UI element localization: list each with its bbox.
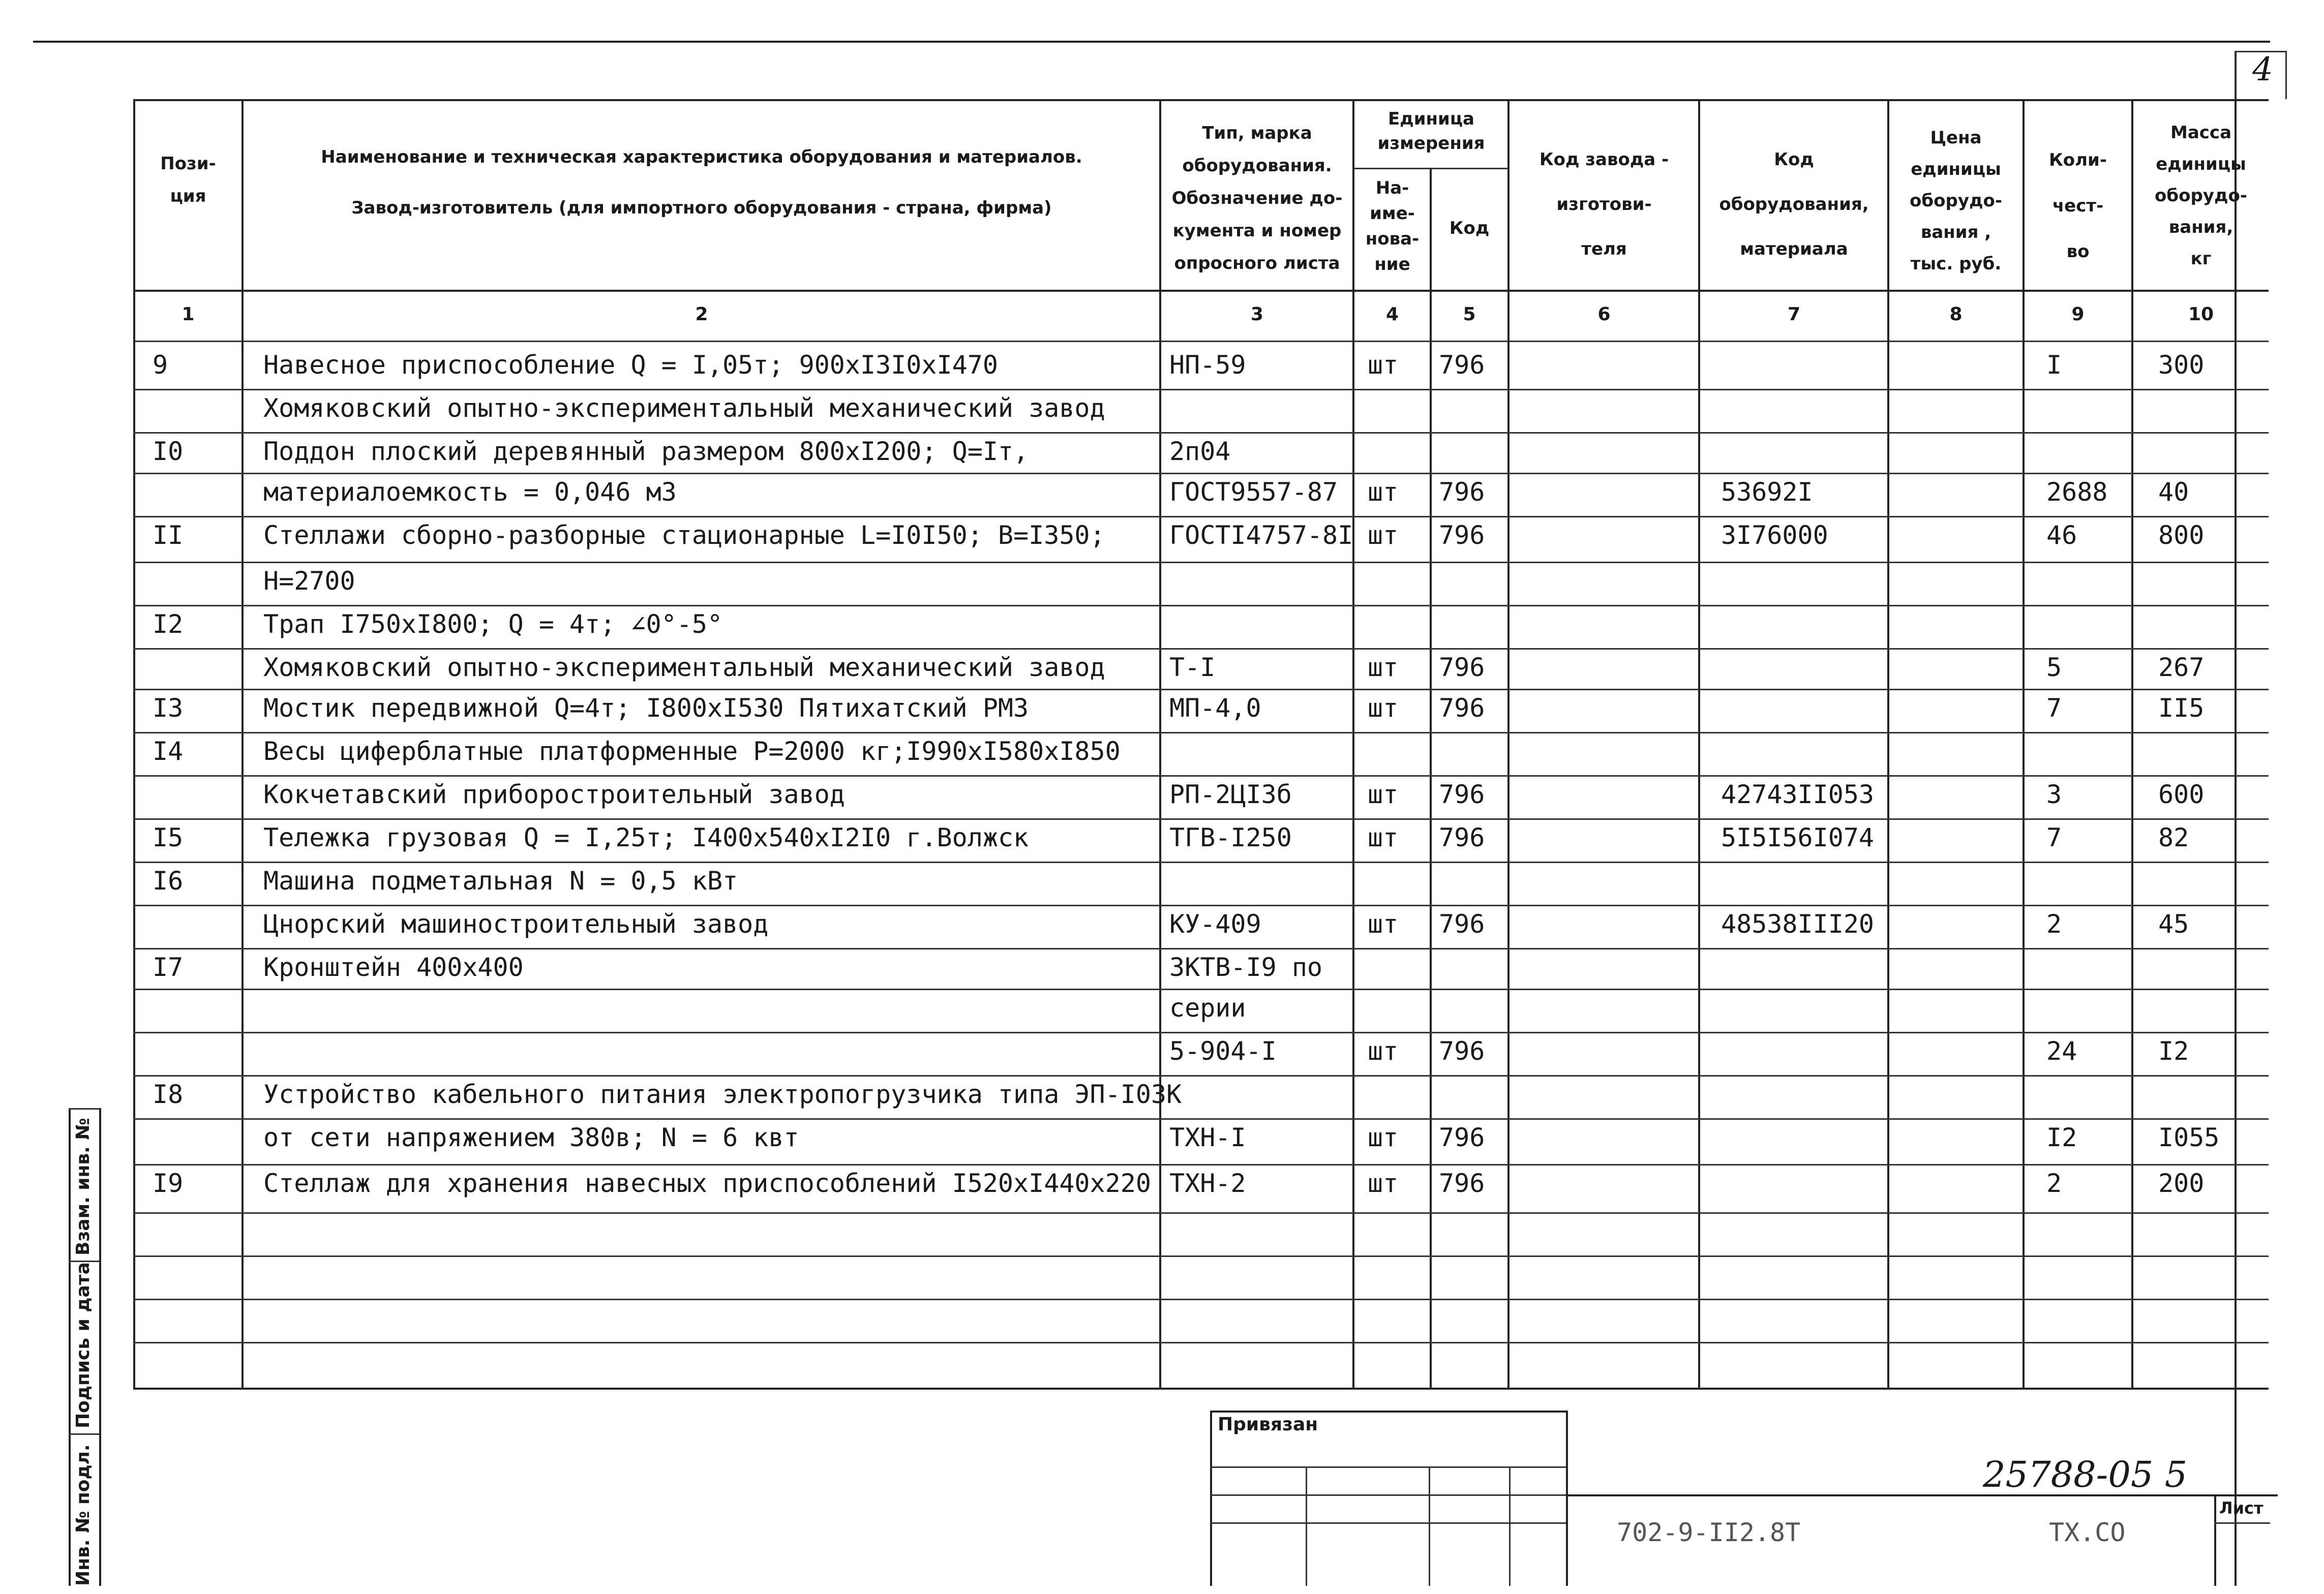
cell-code: 796 [1439,1036,1485,1066]
row-divider [133,1212,2269,1214]
cell-pos: I7 [153,953,184,982]
cell-pos: I9 [153,1169,184,1198]
project-code: 702-9-II2.8Т [1617,1518,1801,1547]
cell-pos: I8 [153,1080,184,1109]
cell-qty: 2688 [2046,477,2108,507]
cell-mass: 800 [2158,520,2205,550]
cell-name: Навесное приспособление Q = I,05т; 900хI3I0хI470 [263,350,998,380]
cell-pos: 9 [153,350,168,380]
cell-equip-code: 5I5I56I074 [1721,823,1875,852]
cell-pos: I6 [153,866,184,896]
header-type: Тип, марка оборудования. Обозначение до- кумента и номер опросного листа [1171,123,1343,273]
cell-type: ГОСТ9557-87 [1169,477,1338,507]
cell-code: 796 [1439,653,1485,682]
cell-equip-code: 53692I [1721,477,1813,507]
cell-name: Устройство кабельного питания электропогрузчика типа ЭП-I03К [263,1080,1182,1109]
cell-type: 5-904-I [1169,1036,1277,1066]
colnum: 9 [2071,304,2085,325]
header-unit-group: Единица измерения [1377,109,1485,154]
row-divider [133,562,2269,563]
cell-unit: шт [1368,477,1399,507]
colnum: 7 [1787,304,1801,325]
header-factory-code: Код завода - изготови- теля [1539,149,1669,259]
cell-qty: I [2046,350,2062,380]
row-divider [133,1032,2269,1033]
row-divider [133,905,2269,906]
cell-name: Н=2700 [263,566,355,596]
cell-unit: шт [1368,350,1399,380]
doc-number: 25788-05 5 [1983,1454,2188,1495]
cell-type: КУ-409 [1169,909,1261,939]
colnum: 8 [1949,304,1963,325]
cell-qty: 46 [2046,520,2077,550]
cell-code: 796 [1439,350,1485,380]
cell-name: Мостик передвижной Q=4т; I800хI530 Пятихатский РМЗ [263,693,1029,723]
section-code: ТХ.СО [2049,1518,2126,1547]
cell-unit: шт [1368,520,1399,550]
cell-name: Стеллаж для хранения навесных приспособлений I520хI440х220 [263,1169,1151,1198]
cell-name: Машина подметальная N = 0,5 кВт [263,866,738,896]
row-divider [133,389,2269,390]
cell-unit: шт [1368,1169,1399,1198]
cell-code: 796 [1439,520,1485,550]
cell-name: Стеллажи сборно-разборные стационарные L=I0I50; В=I350; [263,520,1105,550]
cell-qty: 7 [2046,823,2062,852]
header-unit-code: Код [1449,218,1490,238]
row-divider [133,989,2269,990]
page-number: 4 [2252,51,2273,88]
cell-type: РП-2ЦI3б [1169,780,1292,809]
cell-mass: 300 [2158,350,2205,380]
colnum: 10 [2188,304,2214,325]
colnum: 5 [1463,304,1476,325]
cell-mass: II5 [2158,693,2205,723]
cell-qty: 7 [2046,693,2062,723]
cell-type: ТГВ-I250 [1169,823,1292,852]
header-equipment-code: Код оборудования, материала [1719,149,1869,259]
row-divider [133,862,2269,863]
header-price: Цена единицы оборудо- вания , тыс. руб. [1910,128,2002,274]
row-divider [133,1342,2269,1343]
bound-label: Привязан [1218,1414,1318,1435]
cell-code: 796 [1439,909,1485,939]
row-divider [133,732,2269,733]
cell-unit: шт [1368,653,1399,682]
cell-equip-code: 48538III20 [1721,909,1875,939]
cell-mass: 200 [2158,1169,2205,1198]
colnum: 1 [182,304,195,325]
cell-type: серии [1169,993,1246,1023]
header-name-line2: Завод-изготовитель (для импортного оборудования - страна, фирма) [351,198,1052,218]
side-label-sign: Подпись и дата [73,1262,94,1428]
row-divider [133,1255,2269,1257]
cell-name: Хомяковский опытно-экспериментальный механический завод [263,393,1105,423]
header-position: Пози- ция [160,154,216,206]
row-divider [133,516,2269,517]
cell-type: 2п04 [1169,437,1231,466]
cell-name: Кронштейн 400х400 [263,953,524,982]
cell-code: 796 [1439,1123,1485,1152]
cell-unit: шт [1368,1123,1399,1152]
cell-qty: 5 [2046,653,2062,682]
cell-qty: 3 [2046,780,2062,809]
table-top [133,99,2269,101]
cell-name: Трап I750хI800; Q = 4т; ∠0°-5° [263,609,723,639]
colnum: 4 [1385,304,1399,325]
cell-unit: шт [1368,780,1399,809]
colnum: 6 [1597,304,1611,325]
cell-qty: 2 [2046,1169,2062,1198]
cell-pos: II [153,520,184,550]
table-bottom [133,1388,2269,1390]
cell-code: 796 [1439,477,1485,507]
row-divider [133,473,2269,474]
header-mass: Масса единицы оборудо- вания, кг [2155,122,2247,269]
cell-name: Весы циферблатные платформенные Р=2000 кг;I990хI580хI850 [263,737,1121,766]
cell-name: Кокчетавский приборостроительный завод [263,780,845,809]
cell-name: Цнорский машиностроительный завод [263,909,769,939]
cell-equip-code: 3I76000 [1721,520,1828,550]
colnum: 2 [695,304,708,325]
cell-unit: шт [1368,1036,1399,1066]
header-bottom [133,290,2269,292]
row-divider [133,1118,2269,1120]
cell-unit: шт [1368,823,1399,852]
colnum-bottom [133,341,2269,342]
cell-name: Хомяковский опытно-экспериментальный механический завод [263,653,1105,682]
cell-type: Т-I [1169,653,1216,682]
cell-unit: шт [1368,909,1399,939]
cell-type: ЗКТВ-I9 по [1169,953,1323,982]
cell-name: Тележка грузовая Q = I,25т; I400х540хI2I0 г.Волжск [263,823,1029,852]
row-divider [133,1164,2269,1166]
cell-mass: 82 [2158,823,2189,852]
cell-pos: I4 [153,737,184,766]
sheet-label: Лист [2219,1498,2263,1518]
row-divider [133,818,2269,820]
cell-mass: 600 [2158,780,2205,809]
cell-code: 796 [1439,823,1485,852]
cell-type: ГОСТI4757-8I [1169,520,1353,550]
header-quantity: Коли- чест- во [2049,150,2107,262]
cell-mass: 40 [2158,477,2189,507]
row-divider [133,775,2269,777]
side-label-inv: Взам. инв. № [73,1118,94,1255]
cell-code: 796 [1439,1169,1485,1198]
cell-mass: I2 [2158,1036,2189,1066]
cell-unit: шт [1368,693,1399,723]
cell-type: МП-4,0 [1169,693,1261,723]
row-divider [133,948,2269,949]
row-divider [133,1075,2269,1077]
colnum: 3 [1250,304,1264,325]
cell-type: ТХН-2 [1169,1169,1246,1198]
cell-code: 796 [1439,780,1485,809]
header-unit-name: На- име- нова- ние [1365,178,1420,274]
row-divider [133,1299,2269,1300]
row-divider [133,648,2269,650]
row-divider [133,605,2269,606]
top-border [33,41,2270,43]
cell-pos: I5 [153,823,184,852]
cell-mass: 267 [2158,653,2205,682]
cell-mass: I055 [2158,1123,2220,1152]
cell-type: НП-59 [1169,350,1246,380]
cell-pos: I3 [153,693,184,723]
row-divider [133,432,2269,434]
cell-pos: I0 [153,437,184,466]
cell-qty: 24 [2046,1036,2077,1066]
header-name-line1: Наименование и техническая характеристика оборудования и материалов. [321,147,1082,167]
cell-name: Поддон плоский деревянный размером 800хI200; Q=Iт, [263,437,1029,466]
cell-pos: I2 [153,609,184,639]
cell-qty: I2 [2046,1123,2077,1152]
row-divider [133,689,2269,690]
cell-code: 796 [1439,693,1485,723]
cell-equip-code: 42743II053 [1721,780,1875,809]
cell-name: материалоемкость = 0,046 м3 [263,477,677,507]
cell-name: от сети напряжением 380в; N = 6 квт [263,1123,799,1152]
cell-mass: 45 [2158,909,2189,939]
cell-qty: 2 [2046,909,2062,939]
side-label-orig: Инв. № подл. [73,1444,94,1586]
cell-type: ТХН-I [1169,1123,1246,1152]
